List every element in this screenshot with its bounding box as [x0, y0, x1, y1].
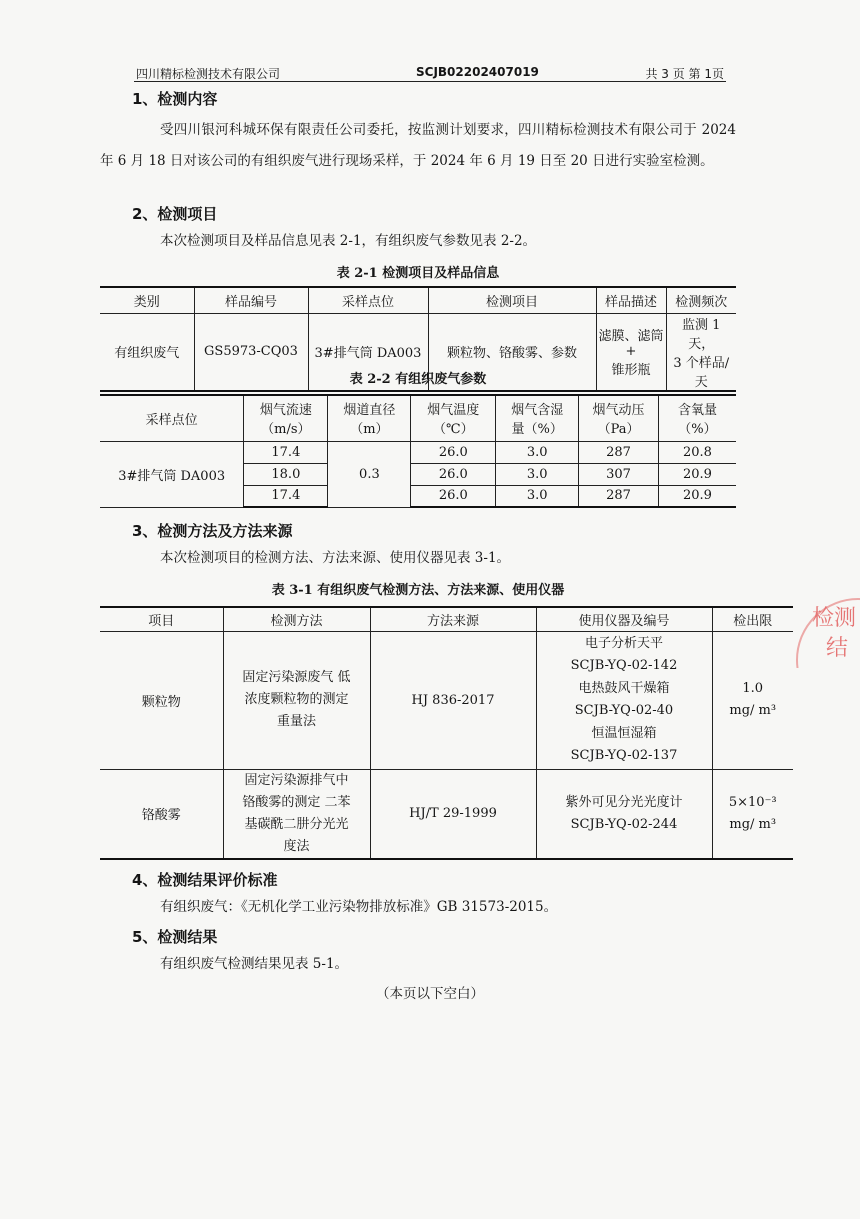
instrument-cell: [536, 631, 712, 769]
instrument-line: 紫外可见分光光度计: [565, 794, 683, 810]
header-label: 含氧量: [677, 403, 717, 419]
desc-line: 滤膜、滤筒+: [598, 329, 664, 359]
header-cell: [579, 395, 659, 441]
moisture-cell: 3.0: [496, 485, 579, 507]
header-label: 烟气动压: [592, 403, 645, 419]
section-5-text: 有组织废气检测结果见表 5-1。: [160, 956, 349, 972]
method-cell: [223, 769, 370, 859]
item-cell: 颗粒物: [100, 631, 223, 769]
page-header: [134, 63, 726, 82]
freq-line: 监测 1 天，: [682, 317, 721, 352]
section-3-title: 3、检测方法及方法来源: [132, 522, 293, 540]
oxygen-cell: 20.9: [658, 485, 736, 507]
instrument-line: SCJB-YQ-02-137: [570, 748, 678, 763]
table-3-1: [100, 606, 793, 860]
moisture-cell: 3.0: [496, 463, 579, 485]
table-2-1-caption: 表 2-1 检测项目及样品信息: [336, 266, 500, 281]
method-line: 度法: [283, 838, 310, 854]
pressure-cell: 287: [579, 485, 659, 507]
report-number: SCJB02202407019: [416, 65, 539, 79]
header-unit: （m/s）: [261, 422, 311, 438]
moisture-cell: 3.0: [496, 441, 579, 463]
source-cell: HJ 836-2017: [370, 631, 536, 769]
diameter-cell: 0.3: [328, 441, 411, 507]
limit-value: 1.0: [742, 681, 764, 696]
header-cell: 类别: [100, 287, 194, 313]
instrument-line: 恒温恒湿箱: [591, 725, 657, 741]
header-unit: （m）: [350, 422, 389, 438]
header-label: 烟气流速: [259, 403, 312, 419]
seal-stamp: [796, 598, 860, 668]
limit-value: 5×10⁻³: [728, 794, 777, 810]
item-cell: 铬酸雾: [100, 769, 223, 859]
header-cell: 采样点位: [308, 287, 428, 313]
source-cell: HJ/T 29-1999: [370, 769, 536, 859]
limit-cell: [712, 769, 793, 859]
test-items-cell: 颗粒物、铬酸雾、参数: [428, 313, 596, 391]
section-5-title: 5、检测结果: [132, 928, 218, 946]
header-cell: [658, 395, 736, 441]
header-cell: 使用仪器及编号: [536, 607, 712, 631]
temp-cell: 26.0: [411, 441, 496, 463]
desc-line: 锥形瓶: [611, 363, 651, 378]
category-cell: 有组织废气: [100, 313, 194, 391]
limit-unit: mg/ m³: [729, 703, 777, 718]
sampling-point-cell: 3#排气筒 DA003: [100, 441, 244, 507]
header-label: 烟气温度: [427, 403, 480, 419]
header-cell: [411, 395, 496, 441]
header-cell: 检出限: [712, 607, 793, 631]
section-1-title: 1、检测内容: [132, 90, 218, 108]
header-label: 烟气含湿: [511, 403, 564, 419]
table-header-row: [100, 607, 793, 631]
header-cell: 检测方法: [223, 607, 370, 631]
section-2-title: 2、检测项目: [132, 205, 218, 223]
table-header-row: [100, 395, 736, 441]
header-cell: 检测项目: [428, 287, 596, 313]
sampling-point-cell: 3#排气筒 DA003: [308, 313, 428, 391]
header-cell: [496, 395, 579, 441]
instrument-line: 电子分析天平: [584, 635, 663, 651]
method-line: 浓度颗粒物的测定: [244, 692, 349, 707]
instrument-line: SCJB-YQ-02-40: [574, 703, 674, 718]
section-4-title: 4、检测结果评价标准: [132, 871, 278, 889]
table-header-row: [100, 287, 736, 313]
method-line: 铬酸雾的测定 二苯: [242, 794, 351, 810]
table-2-2: [100, 394, 736, 508]
instrument-cell: [536, 769, 712, 859]
table-2-2-caption: 表 2-2 有组织废气参数: [349, 372, 487, 387]
oxygen-cell: 20.9: [658, 463, 736, 485]
temp-cell: 26.0: [411, 485, 496, 507]
header-cell: 采样点位: [100, 395, 244, 441]
method-line: 固定污染源废气 低: [242, 670, 351, 685]
flow-cell: 17.4: [244, 485, 328, 507]
seal-text: 检测 结: [812, 606, 857, 661]
header-cell: 项目: [100, 607, 223, 631]
page-indicator: 共 3 页 第 1页: [645, 67, 724, 81]
pressure-cell: 307: [579, 463, 659, 485]
method-line: 基碳酰二肼分光光: [244, 816, 349, 832]
header-unit: （%）: [678, 422, 717, 438]
header-cell: [244, 395, 328, 441]
header-cell: 检测频次: [666, 287, 736, 313]
header-label: 烟道直径: [343, 403, 396, 419]
flow-cell: 17.4: [244, 441, 328, 463]
limit-cell: [712, 631, 793, 769]
instrument-line: SCJB-YQ-02-244: [570, 816, 678, 832]
limit-unit: mg/ m³: [729, 816, 777, 832]
method-line: 重量法: [276, 714, 316, 729]
sample-no-cell: GS5973-CQ03: [194, 313, 308, 391]
section-4-text: 有组织废气：《无机化学工业污染物排放标准》GB 31573-2015。: [160, 899, 558, 915]
instrument-line: SCJB-YQ-02-142: [570, 658, 678, 673]
header-cell: 样品编号: [194, 287, 308, 313]
flow-cell: 18.0: [244, 463, 328, 485]
table-3-1-caption: 表 3-1 有组织废气检测方法、方法来源、使用仪器: [271, 583, 565, 598]
header-cell: [328, 395, 411, 441]
header-unit: 量（%）: [511, 422, 563, 438]
section-3-text: 本次检测项目的检测方法、方法来源、使用仪器见表 3-1。: [160, 550, 511, 566]
table-row: [100, 631, 793, 769]
pressure-cell: 287: [579, 441, 659, 463]
instrument-line: 电热鼓风干燥箱: [578, 680, 670, 696]
table-row: [100, 769, 793, 859]
table-row: [100, 441, 736, 463]
oxygen-cell: 20.8: [658, 441, 736, 463]
temp-cell: 26.0: [411, 463, 496, 485]
header-cell: 样品描述: [596, 287, 666, 313]
header-unit: （Pa）: [597, 422, 640, 438]
company-name: 四川精标检测技术有限公司: [136, 67, 281, 81]
method-cell: [223, 631, 370, 769]
freq-line: 3 个样品/天: [673, 355, 730, 390]
blank-note: （本页以下空白）: [376, 986, 484, 1002]
section-1-text: 受四川银河科城环保有限责任公司委托，按监测计划要求，四川精标检测技术有限公司于 2024 年 6 月 18 日对该公司的有组织废气进行现场采样，于 2024 年 6 月 19 日至 20 日进行实验室检测。: [100, 122, 736, 169]
method-line: 固定污染源排气中: [244, 772, 349, 788]
header-cell: 方法来源: [370, 607, 536, 631]
header-unit: （℃）: [433, 422, 474, 438]
section-2-text: 本次检测项目及样品信息见表 2-1，有组织废气参数见表 2-2。: [160, 233, 537, 249]
